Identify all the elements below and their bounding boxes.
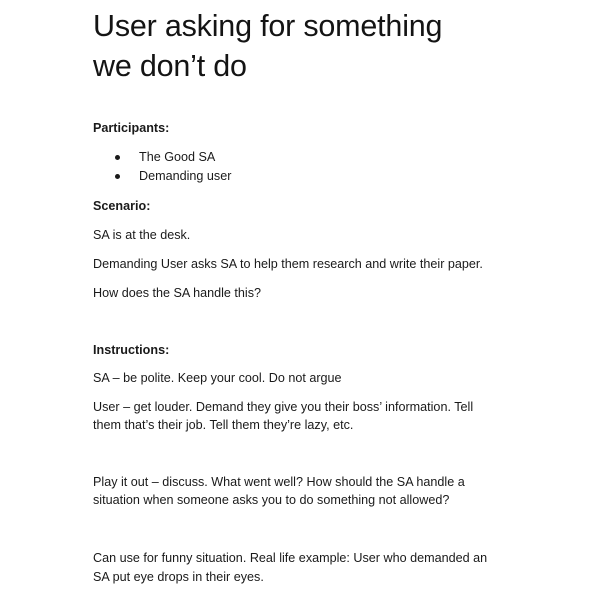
instruction-sa: SA – be polite. Keep your cool. Do not argue: [93, 371, 342, 385]
scenario-line: Demanding User asks SA to help them research and write their paper.: [93, 257, 483, 271]
participant-name: The Good SA: [139, 150, 216, 164]
instruction-user-line-1: User – get louder. Demand they give you their boss’ information. Tell: [93, 400, 474, 414]
note-line-2: SA put eye drops in their eyes.: [93, 570, 264, 584]
bullet-icon: [115, 155, 120, 160]
discussion-line-1: Play it out – discuss. What went well? How should the SA handle a: [93, 475, 465, 489]
title-line-2: we don’t do: [93, 49, 247, 83]
note-line-1: Can use for funny situation. Real life example: User who demanded an: [93, 551, 488, 565]
instruction-user-line-2: them that’s their job. Tell them they’re lazy, etc.: [93, 418, 354, 432]
scenario-heading: Scenario:: [93, 199, 151, 213]
title-line-1: User asking for something: [93, 9, 443, 43]
discussion-line-2: situation when someone asks you to do something not allowed?: [93, 493, 450, 507]
bullet-icon: [115, 174, 120, 179]
participants-heading: Participants:: [93, 121, 170, 135]
instructions-heading: Instructions:: [93, 343, 170, 357]
participant-name: Demanding user: [139, 169, 232, 183]
scenario-line: How does the SA handle this?: [93, 286, 262, 300]
scenario-line: SA is at the desk.: [93, 228, 191, 242]
page-title: [93, 6, 573, 86]
